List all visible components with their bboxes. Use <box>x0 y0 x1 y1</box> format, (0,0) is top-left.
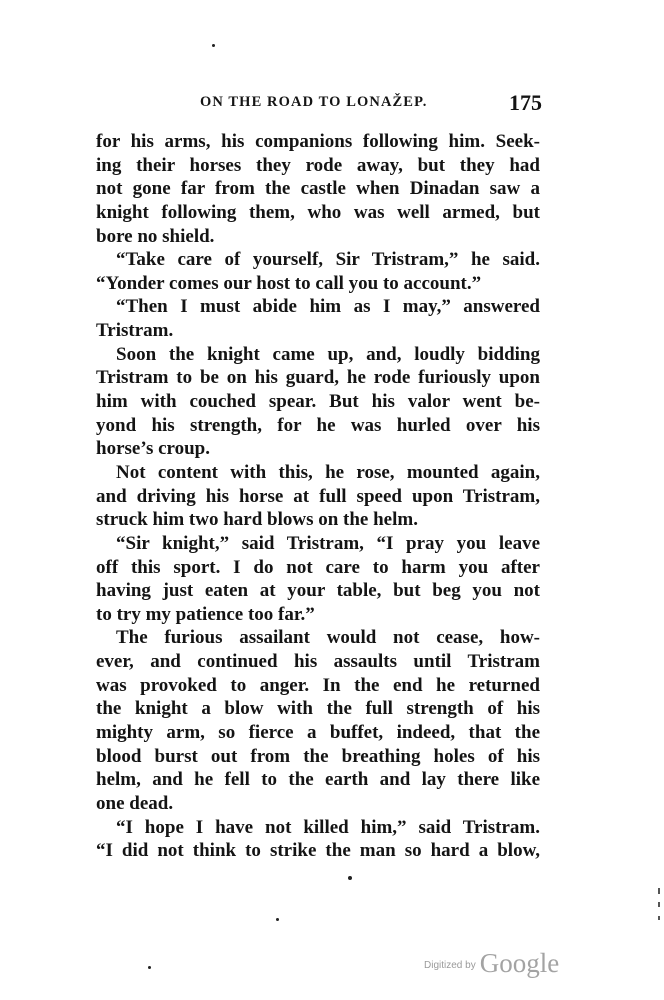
text-line: him with couched spear. But his valor went be- <box>96 391 540 413</box>
text-line: off this sport. I do not care to harm you after <box>96 556 540 578</box>
page-edge-mark <box>658 888 660 894</box>
text-line: to try my patience too far.” <box>96 603 315 625</box>
text-line: having just eaten at your table, but beg you not <box>96 580 540 602</box>
text-line: bore no shield. <box>96 225 215 247</box>
text-line: one dead. <box>96 792 174 814</box>
body-text <box>96 130 540 863</box>
text-line: knight following them, who was well armed, but <box>96 201 540 223</box>
text-line: horse’s croup. <box>96 438 210 460</box>
text-line: “Take care of yourself, Sir Tristram,” he said. <box>116 249 540 271</box>
running-head: ON THE ROAD TO LONAŽEP. <box>200 94 428 110</box>
text-line: struck him two hard blows on the helm. <box>96 509 418 531</box>
page-header <box>96 92 542 118</box>
text-line: ever, and continued his assaults until Tristram <box>96 651 540 673</box>
text-line: “Sir knight,” said Tristram, “I pray you leave <box>116 532 540 554</box>
text-line: mighty arm, so fierce a buffet, indeed, that the <box>96 722 540 744</box>
text-line: “Then I must abide him as I may,” answered <box>116 296 540 318</box>
speck-mark <box>212 44 215 47</box>
text-line: “Yonder comes our host to call you to account.” <box>96 272 482 294</box>
speck-mark <box>148 966 151 969</box>
text-line: and driving his horse at full speed upon Tristram, <box>96 485 540 507</box>
text-line: yond his strength, for he was hurled over his <box>96 414 540 436</box>
speck-mark <box>276 918 279 921</box>
google-logo: Google <box>479 948 560 978</box>
digitization-watermark <box>424 948 559 979</box>
text-line: The furious assailant would not cease, how- <box>116 627 540 649</box>
text-line: helm, and he fell to the earth and lay there like <box>96 769 540 791</box>
speck-mark <box>348 876 352 880</box>
text-line: for his arms, his companions following him. Seek- <box>96 131 540 152</box>
text-line: ing their horses they rode away, but they had <box>96 154 540 176</box>
text-line: “I hope I have not killed him,” said Tristram. <box>116 816 540 838</box>
text-line: was provoked to anger. In the end he returned <box>96 674 540 696</box>
text-line: Tristram to be on his guard, he rode furiously upon <box>96 367 540 389</box>
watermark-prefix: Digitized by <box>424 960 476 971</box>
page-number: 175 <box>509 90 542 115</box>
text-line: “I did not think to strike the man so hard a blow, <box>96 840 540 862</box>
text-line: not gone far from the castle when Dinadan saw a <box>96 178 540 200</box>
text-line: Tristram. <box>96 320 174 342</box>
text-line: Not content with this, he rose, mounted again, <box>116 461 540 483</box>
page-edge-mark <box>658 902 660 907</box>
page-edge-mark <box>658 916 660 920</box>
text-line: the knight a blow with the full strength of his <box>96 698 540 720</box>
text-line: Soon the knight came up, and, loudly bidding <box>116 343 540 365</box>
text-line: blood burst out from the breathing holes of his <box>96 745 540 767</box>
